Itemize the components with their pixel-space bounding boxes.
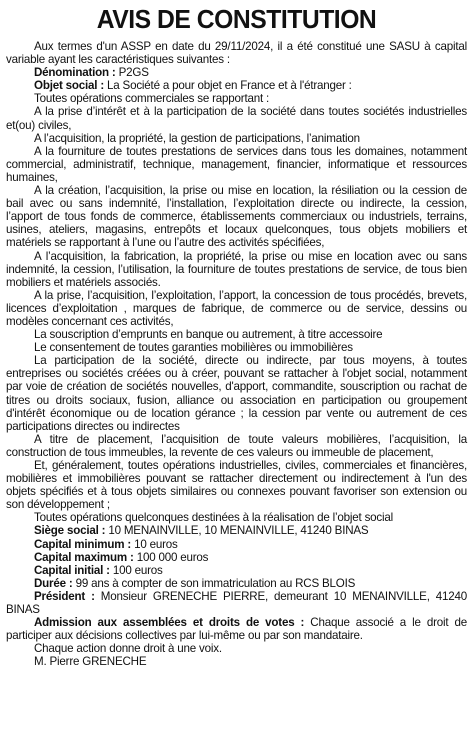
objet-label: Objet social : <box>34 79 105 93</box>
capital-maximum-line <box>6 551 467 564</box>
objet-paragraph: Toutes opérations commerciales se rapportant : <box>34 92 270 106</box>
capital-initial-label: Capital initial : <box>34 563 110 577</box>
objet-paragraph: La participation de la société, directe ou indirecte, par tous moyens, à toutes entreprises ou sociétés créées ou à créer, pouvant se rattacher à l'objet social, notamment par voie de création de sociétés nouvelles, d'apport, commandite, souscription ou rachat de titres ou droits sociaux, fusion, alliance ou association en participation ou groupement d'intérêt économique ou de location gérance ; la cession par vente ou autrement de ces participations directes ou indirectes <box>6 354 467 433</box>
president-line <box>6 590 467 616</box>
denomination-value: P2GS <box>115 66 149 80</box>
objet-paragraph: A la fourniture de toutes prestations de services dans tous les domaines, notamment commercial, administratif, technique, management, financier, informatique et ressources humaines, <box>6 144 467 184</box>
siege-label: Siège social : <box>34 524 106 538</box>
capital-minimum-value: 10 euros <box>131 537 178 551</box>
capital-initial-value: 100 euros <box>109 563 163 577</box>
president-label: Président : <box>34 589 95 603</box>
capital-initial-line <box>6 564 467 577</box>
duree-value: 99 ans à compter de son immatriculation au RCS BLOIS <box>72 576 356 590</box>
capital-maximum-label: Capital maximum : <box>34 550 134 564</box>
admission-label: Admission aux assemblées et droits de votes : <box>34 616 305 630</box>
siege-line <box>6 524 467 537</box>
notice-body <box>6 40 467 669</box>
siege-value: 10 MENAINVILLE, 10 MENAINVILLE, 41240 BINAS <box>105 524 369 538</box>
president-value: Monsieur GRENECHE PIERRE, demeurant 10 MENAINVILLE, 41240 BINAS <box>6 589 467 617</box>
notice-title: AVIS DE CONSTITUTION <box>96 4 377 34</box>
capital-minimum-label: Capital minimum : <box>34 537 132 551</box>
capital-minimum-line <box>6 538 467 551</box>
objet-paragraph: A la prise d’intérêt et à la participation de la société dans toutes sociétés industrielles et(ou) civiles, <box>6 105 467 132</box>
admission-value: Chaque associé a le droit de participer aux décisions collectives par lui-même ou par son mandataire. <box>6 616 467 643</box>
objet-paragraph: A la création, l’acquisition, la prise ou mise en location, la résiliation ou la cession de bail avec ou sans indemnité, l’installation, l’exploitation directe ou indirecte, la cession, l’apport de tous fonds de commerce, établissements commerciaux ou industriels, terrains, usines, ateliers, magasins, entrepôts et locaux quelconques, tous objets mobiliers et matériels se rapportant à l’une ou l’autre des activités spécifiées, <box>6 184 467 250</box>
duree-line <box>6 577 467 590</box>
signature: M. Pierre GRENECHE <box>34 655 147 669</box>
duree-label: Durée : <box>34 576 73 590</box>
objet-paragraph: A la prise, l’acquisition, l’exploitation, l’apport, la concession de tous procédés, brevets, licences d’exploitation , marques de fabrique, de commerce ou de service, dessins ou modèles concernant ces activités, <box>6 288 467 328</box>
intro-paragraph: Aux termes d'un ASSP en date du 29/11/2024, il a été constitué une SASU à capital variable ayant les caractéristiques suivantes : <box>6 40 467 67</box>
objet-paragraph: Le consentement de toutes garanties mobilières ou immobilières <box>34 341 353 355</box>
objet-paragraph: La souscription d’emprunts en banque ou autrement, à titre accessoire <box>34 328 383 342</box>
denomination-label: Dénomination : <box>34 66 116 80</box>
objet-paragraph: A l’acquisition, la propriété, la gestion de participations, l’animation <box>34 131 360 145</box>
objet-line <box>6 79 467 92</box>
capital-maximum-value: 100 000 euros <box>133 550 209 564</box>
objet-paragraph: A titre de placement, l’acquisition de toute valeurs mobilières, l’acquisition, la construction de tous immeubles, la revente de ces valeurs ou immeuble de placement, <box>6 432 467 459</box>
objet-paragraph: A l’acquisition, la fabrication, la propriété, la prise ou mise en location avec ou sans indemnité, la cession, l’utilisation, la fourniture de toutes prestations de service, de tous bien mobiliers et matériels associés. <box>6 249 467 289</box>
denomination-line <box>6 66 467 79</box>
voting-rights-line: Chaque action donne droit à une voix. <box>34 642 222 656</box>
objet-paragraph: Toutes opérations quelconques destinées à la réalisation de l’objet social <box>34 511 394 525</box>
objet-value: La Société a pour objet en France et à l'étranger : <box>104 79 352 93</box>
admission-line <box>6 616 467 642</box>
objet-paragraph: Et, généralement, toutes opérations industrielles, civiles, commerciales et financières, mobilières et immobilières pouvant se rattacher directement ou indirectement à l'un des objets spécifiés et à tous objets similaires ou connexes pouvant favoriser son extension ou son développement ; <box>6 459 467 512</box>
